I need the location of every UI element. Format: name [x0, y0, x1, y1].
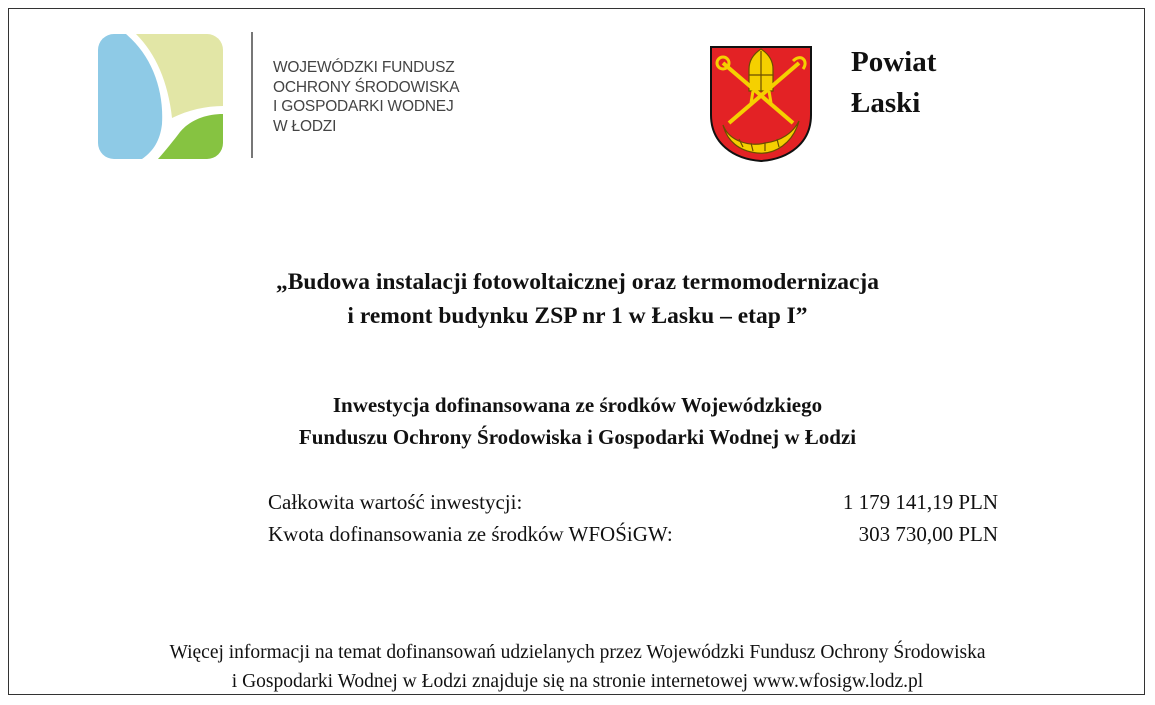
fund-name-line: W ŁODZI — [273, 117, 337, 135]
district-name — [851, 42, 936, 124]
funding-statement — [0, 389, 1155, 453]
subsidy-row — [268, 518, 998, 550]
fund-name-line: I GOSPODARKI WODNEJ — [273, 98, 454, 115]
total-value-label: Całkowita wartość inwestycji: — [268, 490, 523, 514]
funding-statement-line: Funduszu Ochrony Środowiska i Gospodarki Wodnej w Łodzi — [298, 425, 857, 449]
subsidy-label: Kwota dofinansowania ze środków WFOŚiGW: — [268, 522, 673, 546]
footer-info — [0, 638, 1155, 696]
fund-name — [273, 58, 459, 136]
fund-name-line: OCHRONY ŚRODOWISKA — [273, 78, 460, 96]
project-title-line: „Budowa instalacji fotowoltaicznej oraz termomodernizacja — [275, 269, 880, 295]
project-title-line: i remont budynku ZSP nr 1 w Łasku – etap I” — [347, 303, 808, 329]
total-value-amount: 1 179 141,19 PLN — [842, 490, 998, 514]
district-name-line: Powiat — [851, 46, 937, 78]
subsidy-amount: 303 730,00 PLN — [858, 522, 998, 546]
footer-line: Więcej informacji na temat dofinansowań udzielanych przez Wojewódzki Fundusz Ochrony Środowiska — [169, 642, 986, 663]
district-crest — [709, 45, 813, 163]
district-name-line: Łaski — [851, 87, 921, 119]
funding-statement-line: Inwestycja dofinansowana ze środków Wojewódzkiego — [332, 393, 823, 417]
fund-name-line: WOJEWÓDZKI FUNDUSZ — [273, 59, 455, 76]
wfosigw-logo — [98, 34, 223, 159]
footer-line: i Gospodarki Wodnej w Łodzi znajduje się na stronie internetowej www.wfosigw.lodz.pl — [231, 671, 924, 692]
amounts-table — [268, 486, 998, 550]
project-title — [0, 265, 1155, 333]
logo-divider — [251, 32, 253, 158]
total-value-row — [268, 486, 998, 518]
